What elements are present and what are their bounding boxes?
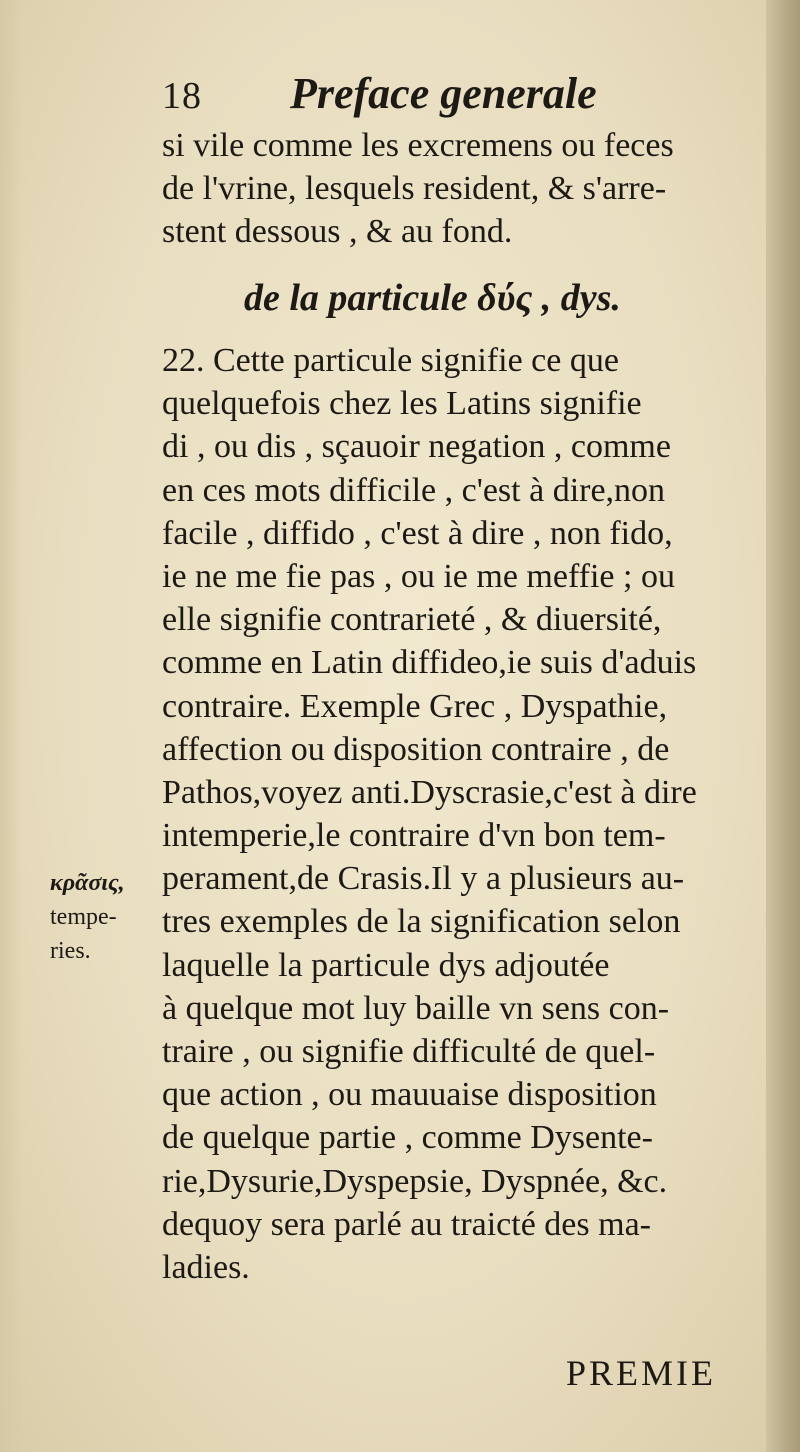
margin-note-line: tempe- — [50, 904, 117, 930]
text-line: de quelque partie , comme Dysente- — [162, 1119, 653, 1157]
text-line: comme en Latin diffideo,ie suis d'aduis — [162, 644, 697, 682]
text-line: perament,de Crasis.Il y a plusieurs au- — [162, 860, 685, 898]
paragraph-continuation — [162, 124, 762, 254]
text-line: traire , ou signifie difficulté de quel- — [162, 1033, 656, 1070]
text-line: intemperie,le contraire d'vn bon tem- — [162, 817, 666, 855]
page-number: 18 — [162, 75, 202, 117]
text-line: stent dessous , & au fond. — [162, 213, 513, 251]
text-line: rie,Dysurie,Dyspepsie, Dyspnée, &c. — [162, 1162, 668, 1200]
text-line: si vile comme les excremens ou feces — [162, 127, 674, 164]
text-line: à quelque mot luy baille vn sens con- — [162, 989, 670, 1027]
page-header — [162, 68, 762, 128]
paragraph-22 — [162, 339, 762, 1289]
text-line: Pathos,voyez anti.Dyscrasie,c'est à dire — [162, 773, 697, 811]
running-title: Preface generale — [290, 69, 597, 118]
page-gutter-shadow — [0, 0, 22, 1452]
text-line: elle signifie contrarieté , & diuersité, — [162, 601, 662, 639]
page-edge — [766, 0, 800, 1452]
text-line: affection ou disposition contraire , de — [162, 730, 670, 768]
text-line: de l'vrine, lesquels resident, & s'arre- — [162, 170, 667, 208]
text-line: ladies. — [162, 1248, 250, 1286]
text-line: 22. Cette particule signifie ce que — [162, 342, 619, 379]
text-line: dequoy sera parlé au traicté des ma- — [162, 1205, 651, 1243]
text-line: quelquefois chez les Latins signifie — [162, 385, 642, 423]
catchword: PREMIE — [566, 1353, 717, 1393]
text-line: facile , diffido , c'est à dire , non fido, — [162, 514, 673, 552]
text-line: en ces mots difficile , c'est à dire,non — [162, 471, 666, 509]
text-line: tres exemples de la signification selon — [162, 903, 681, 941]
text-line: ie ne me fie pas , ou ie me meffie ; ou — [162, 557, 675, 595]
text-line: laquelle la particule dys adjoutée — [162, 946, 610, 984]
text-line: di , ou dis , sçauoir negation , comme — [162, 428, 671, 466]
section-heading: de la particule δύς , dys. — [244, 277, 621, 319]
text-line: contraire. Exemple Grec , Dyspathie, — [162, 687, 668, 725]
margin-note — [50, 866, 150, 968]
margin-note-line: κρᾶσις, — [50, 870, 125, 896]
text-line: que action , ou mauuaise disposition — [162, 1076, 657, 1114]
margin-note-line: ries. — [50, 938, 91, 964]
